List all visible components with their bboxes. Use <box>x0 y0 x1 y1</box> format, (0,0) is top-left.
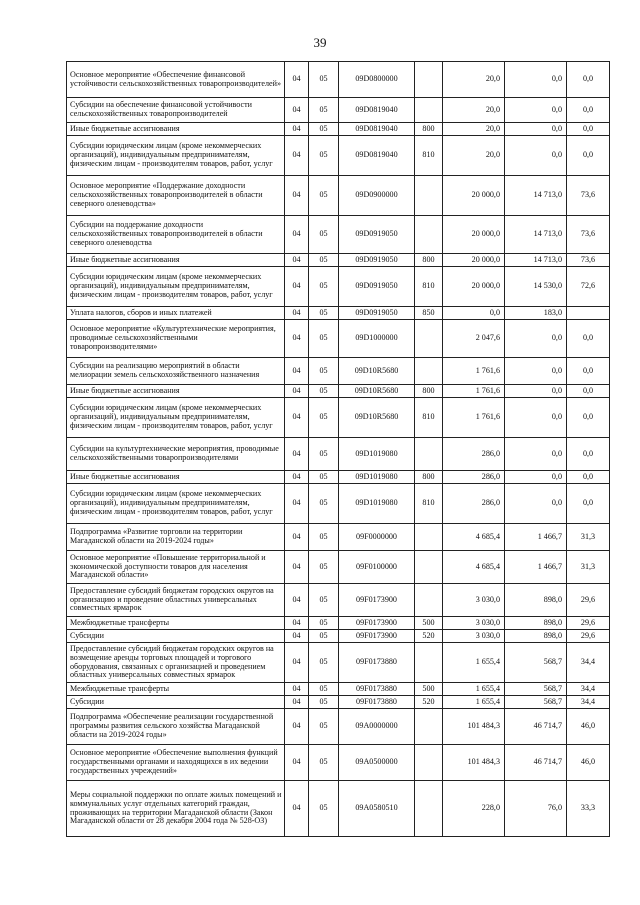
row-target-article-cell: 09D0919050 <box>339 307 415 320</box>
row-executed-amount-cell: 898,0 <box>505 617 567 630</box>
row-expense-type-cell: 800 <box>415 123 443 136</box>
row-executed-amount-cell: 0,0 <box>505 98 567 123</box>
table-row <box>67 696 610 709</box>
row-percent-cell: 0,0 <box>567 123 610 136</box>
row-executed-amount-cell: 0,0 <box>505 484 567 524</box>
row-percent-cell: 34,4 <box>567 683 610 696</box>
row-expense-type-cell: 520 <box>415 630 443 643</box>
row-executed-amount-cell: 14 713,0 <box>505 254 567 267</box>
row-name-cell: Субсидии <box>67 630 285 643</box>
row-ved-cell: 04 <box>285 617 309 630</box>
table-row <box>67 781 610 837</box>
row-executed-amount-cell: 898,0 <box>505 584 567 617</box>
row-executed-amount-cell: 0,0 <box>505 136 567 176</box>
row-percent-cell: 0,0 <box>567 358 610 385</box>
row-percent-cell: 34,4 <box>567 643 610 683</box>
row-ved-cell: 04 <box>285 643 309 683</box>
row-percent-cell: 31,3 <box>567 551 610 584</box>
row-percent-cell: 0,0 <box>567 136 610 176</box>
row-expense-type-cell: 500 <box>415 683 443 696</box>
row-executed-amount-cell: 14 713,0 <box>505 216 567 254</box>
row-executed-amount-cell: 46 714,7 <box>505 709 567 745</box>
row-executed-amount-cell: 568,7 <box>505 696 567 709</box>
row-section-cell: 05 <box>309 216 339 254</box>
row-expense-type-cell <box>415 643 443 683</box>
row-percent-cell: 0,0 <box>567 320 610 358</box>
row-ved-cell: 04 <box>285 267 309 307</box>
table-row <box>67 98 610 123</box>
row-name-cell: Основное мероприятие «Обеспечение выполнения функций государственными органами и находящихся в их ведении государственных учреждений» <box>67 745 285 781</box>
row-executed-amount-cell: 0,0 <box>505 438 567 471</box>
row-approved-amount-cell: 3 030,0 <box>443 630 505 643</box>
row-percent-cell: 73,6 <box>567 254 610 267</box>
row-ved-cell: 04 <box>285 471 309 484</box>
row-ved-cell: 04 <box>285 709 309 745</box>
row-expense-type-cell <box>415 62 443 98</box>
row-executed-amount-cell: 183,0 <box>505 307 567 320</box>
row-percent-cell: 0,0 <box>567 438 610 471</box>
row-ved-cell: 04 <box>285 584 309 617</box>
row-ved-cell: 04 <box>285 484 309 524</box>
row-expense-type-cell <box>415 524 443 551</box>
row-target-article-cell: 09D1019080 <box>339 471 415 484</box>
row-ved-cell: 04 <box>285 385 309 398</box>
row-approved-amount-cell: 2 047,6 <box>443 320 505 358</box>
row-percent-cell: 0,0 <box>567 385 610 398</box>
row-target-article-cell: 09F0173900 <box>339 617 415 630</box>
row-approved-amount-cell: 20 000,0 <box>443 254 505 267</box>
table-row <box>67 551 610 584</box>
row-section-cell: 05 <box>309 471 339 484</box>
row-section-cell: 05 <box>309 62 339 98</box>
table-row <box>67 358 610 385</box>
row-percent-cell: 0,0 <box>567 471 610 484</box>
row-section-cell: 05 <box>309 176 339 216</box>
row-target-article-cell: 09D0919050 <box>339 216 415 254</box>
row-target-article-cell: 09А0580510 <box>339 781 415 837</box>
row-target-article-cell: 09А0500000 <box>339 745 415 781</box>
row-ved-cell: 04 <box>285 320 309 358</box>
row-ved-cell: 04 <box>285 307 309 320</box>
row-approved-amount-cell: 101 484,3 <box>443 745 505 781</box>
row-approved-amount-cell: 1 655,4 <box>443 696 505 709</box>
table-row <box>67 524 610 551</box>
row-ved-cell: 04 <box>285 551 309 584</box>
row-approved-amount-cell: 228,0 <box>443 781 505 837</box>
row-ved-cell: 04 <box>285 696 309 709</box>
row-expense-type-cell <box>415 551 443 584</box>
row-target-article-cell: 09D1019080 <box>339 438 415 471</box>
row-expense-type-cell <box>415 176 443 216</box>
row-expense-type-cell <box>415 320 443 358</box>
row-expense-type-cell: 800 <box>415 385 443 398</box>
row-section-cell: 05 <box>309 358 339 385</box>
row-section-cell: 05 <box>309 745 339 781</box>
row-percent-cell: 0,0 <box>567 62 610 98</box>
row-executed-amount-cell: 0,0 <box>505 123 567 136</box>
row-expense-type-cell: 810 <box>415 267 443 307</box>
row-name-cell: Субсидии <box>67 696 285 709</box>
table-row <box>67 630 610 643</box>
row-target-article-cell: 09D0819040 <box>339 98 415 123</box>
table-row <box>67 683 610 696</box>
row-name-cell: Субсидии на реализацию мероприятий в области мелиорации земель сельскохозяйственного назначения <box>67 358 285 385</box>
row-name-cell: Субсидии юридическим лицам (кроме некоммерческих организаций), индивидуальным предпринимателям, физическим лицам - производителям товаров, работ, услуг <box>67 136 285 176</box>
row-expense-type-cell: 810 <box>415 398 443 438</box>
row-name-cell: Межбюджетные трансферты <box>67 683 285 696</box>
row-approved-amount-cell: 20 000,0 <box>443 216 505 254</box>
table-row <box>67 617 610 630</box>
row-name-cell: Иные бюджетные ассигнования <box>67 254 285 267</box>
row-expense-type-cell <box>415 438 443 471</box>
row-ved-cell: 04 <box>285 358 309 385</box>
row-section-cell: 05 <box>309 307 339 320</box>
row-approved-amount-cell: 20,0 <box>443 123 505 136</box>
row-target-article-cell: 09D1019080 <box>339 484 415 524</box>
row-percent-cell: 46,0 <box>567 709 610 745</box>
row-expense-type-cell: 810 <box>415 136 443 176</box>
row-target-article-cell: 09F0173880 <box>339 683 415 696</box>
row-executed-amount-cell: 898,0 <box>505 630 567 643</box>
budget-table <box>66 61 610 837</box>
row-approved-amount-cell: 1 655,4 <box>443 643 505 683</box>
row-percent-cell <box>567 307 610 320</box>
row-ved-cell: 04 <box>285 630 309 643</box>
row-executed-amount-cell: 0,0 <box>505 398 567 438</box>
row-expense-type-cell: 800 <box>415 471 443 484</box>
row-target-article-cell: 09D0819040 <box>339 136 415 176</box>
row-percent-cell: 73,6 <box>567 216 610 254</box>
row-target-article-cell: 09D0819040 <box>339 123 415 136</box>
table-row <box>67 267 610 307</box>
table-row <box>67 471 610 484</box>
page-number: 39 <box>313 35 327 50</box>
row-target-article-cell: 09D10R5680 <box>339 398 415 438</box>
row-name-cell: Субсидии на культуртехнические мероприятия, проводимые сельскохозяйственными товаропроизводителями <box>67 438 285 471</box>
row-name-cell: Субсидии на обеспечение финансовой устойчивости сельскохозяйственных товаропроизводителей <box>67 98 285 123</box>
row-executed-amount-cell: 0,0 <box>505 358 567 385</box>
row-percent-cell: 29,6 <box>567 584 610 617</box>
row-name-cell: Уплата налогов, сборов и иных платежей <box>67 307 285 320</box>
row-target-article-cell: 09F0173880 <box>339 696 415 709</box>
row-ved-cell: 04 <box>285 98 309 123</box>
table-row <box>67 216 610 254</box>
row-section-cell: 05 <box>309 98 339 123</box>
row-approved-amount-cell: 1 761,6 <box>443 358 505 385</box>
table-row <box>67 584 610 617</box>
row-name-cell: Межбюджетные трансферты <box>67 617 285 630</box>
row-expense-type-cell <box>415 781 443 837</box>
row-name-cell: Основное мероприятие «Обеспечение финансовой устойчивости сельскохозяйственных товаропроизводителей» <box>67 62 285 98</box>
row-ved-cell: 04 <box>285 216 309 254</box>
row-approved-amount-cell: 20,0 <box>443 62 505 98</box>
row-target-article-cell: 09А0000000 <box>339 709 415 745</box>
row-section-cell: 05 <box>309 643 339 683</box>
table-row <box>67 62 610 98</box>
row-approved-amount-cell: 286,0 <box>443 484 505 524</box>
row-executed-amount-cell: 568,7 <box>505 683 567 696</box>
row-target-article-cell: 09D0919050 <box>339 254 415 267</box>
row-target-article-cell: 09F0000000 <box>339 524 415 551</box>
row-name-cell: Подпрограмма «Развитие торговли на территории Магаданской области на 2019-2024 годы» <box>67 524 285 551</box>
row-section-cell: 05 <box>309 484 339 524</box>
table-row <box>67 643 610 683</box>
row-executed-amount-cell: 0,0 <box>505 62 567 98</box>
row-executed-amount-cell: 14 530,0 <box>505 267 567 307</box>
row-ved-cell: 04 <box>285 176 309 216</box>
row-section-cell: 05 <box>309 524 339 551</box>
row-executed-amount-cell: 76,0 <box>505 781 567 837</box>
row-percent-cell: 0,0 <box>567 484 610 524</box>
row-executed-amount-cell: 0,0 <box>505 385 567 398</box>
row-expense-type-cell: 520 <box>415 696 443 709</box>
row-name-cell: Субсидии юридическим лицам (кроме некоммерческих организаций), индивидуальным предпринимателям, физическим лицам - производителям товаров, работ, услуг <box>67 267 285 307</box>
row-name-cell: Подпрограмма «Обеспечение реализации государственной программы развития сельского хозяйства Магаданской области на 2019-2024 годы» <box>67 709 285 745</box>
table-row <box>67 254 610 267</box>
row-approved-amount-cell: 1 761,6 <box>443 398 505 438</box>
row-expense-type-cell: 810 <box>415 484 443 524</box>
row-name-cell: Меры социальной поддержки по оплате жилых помещений и коммунальных услуг отдельных категорий граждан, проживающих на территории Магаданской области (Закон Магаданской области от 28 декабря 2004 года № 528-ОЗ) <box>67 781 285 837</box>
row-expense-type-cell <box>415 584 443 617</box>
row-approved-amount-cell: 20,0 <box>443 136 505 176</box>
row-percent-cell: 31,3 <box>567 524 610 551</box>
row-ved-cell: 04 <box>285 62 309 98</box>
row-executed-amount-cell: 1 466,7 <box>505 524 567 551</box>
row-percent-cell: 29,6 <box>567 630 610 643</box>
row-target-article-cell: 09D0900000 <box>339 176 415 216</box>
row-section-cell: 05 <box>309 267 339 307</box>
row-section-cell: 05 <box>309 551 339 584</box>
row-name-cell: Основное мероприятие «Повышение территориальной и экономической доступности товаров для населения Магаданской области» <box>67 551 285 584</box>
row-section-cell: 05 <box>309 136 339 176</box>
row-name-cell: Иные бюджетные ассигнования <box>67 123 285 136</box>
row-expense-type-cell <box>415 709 443 745</box>
row-percent-cell: 0,0 <box>567 98 610 123</box>
row-name-cell: Субсидии на поддержание доходности сельскохозяйственных товаропроизводителей в области северного оленеводства <box>67 216 285 254</box>
table-row <box>67 307 610 320</box>
row-section-cell: 05 <box>309 781 339 837</box>
row-percent-cell: 72,6 <box>567 267 610 307</box>
row-section-cell: 05 <box>309 683 339 696</box>
row-name-cell: Иные бюджетные ассигнования <box>67 471 285 484</box>
row-target-article-cell: 09D10R5680 <box>339 385 415 398</box>
row-section-cell: 05 <box>309 385 339 398</box>
row-name-cell: Основное мероприятие «Культуртехнические мероприятия, проводимые сельскохозяйственными товаропроизводителями» <box>67 320 285 358</box>
row-target-article-cell: 09D0919050 <box>339 267 415 307</box>
row-section-cell: 05 <box>309 630 339 643</box>
row-section-cell: 05 <box>309 254 339 267</box>
row-executed-amount-cell: 46 714,7 <box>505 745 567 781</box>
row-approved-amount-cell: 286,0 <box>443 438 505 471</box>
row-ved-cell: 04 <box>285 254 309 267</box>
row-approved-amount-cell: 3 030,0 <box>443 584 505 617</box>
row-approved-amount-cell: 20 000,0 <box>443 176 505 216</box>
row-approved-amount-cell: 1 761,6 <box>443 385 505 398</box>
row-ved-cell: 04 <box>285 745 309 781</box>
row-name-cell: Предоставление субсидий бюджетам городских округов на организацию и проведение областных универсальных совместных ярмарок <box>67 584 285 617</box>
row-percent-cell: 33,3 <box>567 781 610 837</box>
row-expense-type-cell <box>415 98 443 123</box>
row-percent-cell: 29,6 <box>567 617 610 630</box>
row-approved-amount-cell: 286,0 <box>443 471 505 484</box>
row-expense-type-cell <box>415 216 443 254</box>
row-expense-type-cell <box>415 745 443 781</box>
row-approved-amount-cell: 0,0 <box>443 307 505 320</box>
row-section-cell: 05 <box>309 398 339 438</box>
row-section-cell: 05 <box>309 320 339 358</box>
row-target-article-cell: 09F0173880 <box>339 643 415 683</box>
row-target-article-cell: 09D1000000 <box>339 320 415 358</box>
row-ved-cell: 04 <box>285 683 309 696</box>
table-row <box>67 320 610 358</box>
row-name-cell: Основное мероприятие «Поддержание доходности сельскохозяйственных товаропроизводителей в области северного оленеводства» <box>67 176 285 216</box>
row-expense-type-cell: 800 <box>415 254 443 267</box>
row-section-cell: 05 <box>309 709 339 745</box>
row-executed-amount-cell: 14 713,0 <box>505 176 567 216</box>
row-target-article-cell: 09D10R5680 <box>339 358 415 385</box>
row-expense-type-cell: 850 <box>415 307 443 320</box>
row-approved-amount-cell: 20 000,0 <box>443 267 505 307</box>
row-approved-amount-cell: 20,0 <box>443 98 505 123</box>
row-name-cell: Иные бюджетные ассигнования <box>67 385 285 398</box>
table-row <box>67 745 610 781</box>
row-executed-amount-cell: 0,0 <box>505 471 567 484</box>
row-approved-amount-cell: 101 484,3 <box>443 709 505 745</box>
row-expense-type-cell <box>415 358 443 385</box>
row-section-cell: 05 <box>309 696 339 709</box>
row-approved-amount-cell: 1 655,4 <box>443 683 505 696</box>
row-section-cell: 05 <box>309 584 339 617</box>
row-percent-cell: 0,0 <box>567 398 610 438</box>
row-target-article-cell: 09F0100000 <box>339 551 415 584</box>
table-row <box>67 176 610 216</box>
row-ved-cell: 04 <box>285 398 309 438</box>
row-approved-amount-cell: 4 685,4 <box>443 551 505 584</box>
table-row <box>67 136 610 176</box>
row-expense-type-cell: 500 <box>415 617 443 630</box>
row-section-cell: 05 <box>309 438 339 471</box>
row-executed-amount-cell: 1 466,7 <box>505 551 567 584</box>
table-row <box>67 385 610 398</box>
row-section-cell: 05 <box>309 123 339 136</box>
row-percent-cell: 46,0 <box>567 745 610 781</box>
row-percent-cell: 34,4 <box>567 696 610 709</box>
row-name-cell: Субсидии юридическим лицам (кроме некоммерческих организаций), индивидуальным предпринимателям, физическим лицам - производителям товаров, работ, услуг <box>67 484 285 524</box>
row-ved-cell: 04 <box>285 524 309 551</box>
table-row <box>67 484 610 524</box>
table-row <box>67 709 610 745</box>
row-target-article-cell: 09F0173900 <box>339 630 415 643</box>
row-percent-cell: 73,6 <box>567 176 610 216</box>
row-ved-cell: 04 <box>285 438 309 471</box>
row-target-article-cell: 09F0173900 <box>339 584 415 617</box>
row-target-article-cell: 09D0800000 <box>339 62 415 98</box>
table-row <box>67 123 610 136</box>
table-row <box>67 438 610 471</box>
row-ved-cell: 04 <box>285 123 309 136</box>
row-ved-cell: 04 <box>285 781 309 837</box>
row-name-cell: Субсидии юридическим лицам (кроме некоммерческих организаций), индивидуальным предпринимателям, физическим лицам - производителям товаров, работ, услуг <box>67 398 285 438</box>
row-approved-amount-cell: 3 030,0 <box>443 617 505 630</box>
row-ved-cell: 04 <box>285 136 309 176</box>
row-approved-amount-cell: 4 685,4 <box>443 524 505 551</box>
row-name-cell: Предоставление субсидий бюджетам городских округов на возмещение аренды торговых площадей и торгового оборудования, связанных с организацией и проведением областных универсальных совместных ярмарок <box>67 643 285 683</box>
row-executed-amount-cell: 0,0 <box>505 320 567 358</box>
table-row <box>67 398 610 438</box>
row-section-cell: 05 <box>309 617 339 630</box>
row-executed-amount-cell: 568,7 <box>505 643 567 683</box>
